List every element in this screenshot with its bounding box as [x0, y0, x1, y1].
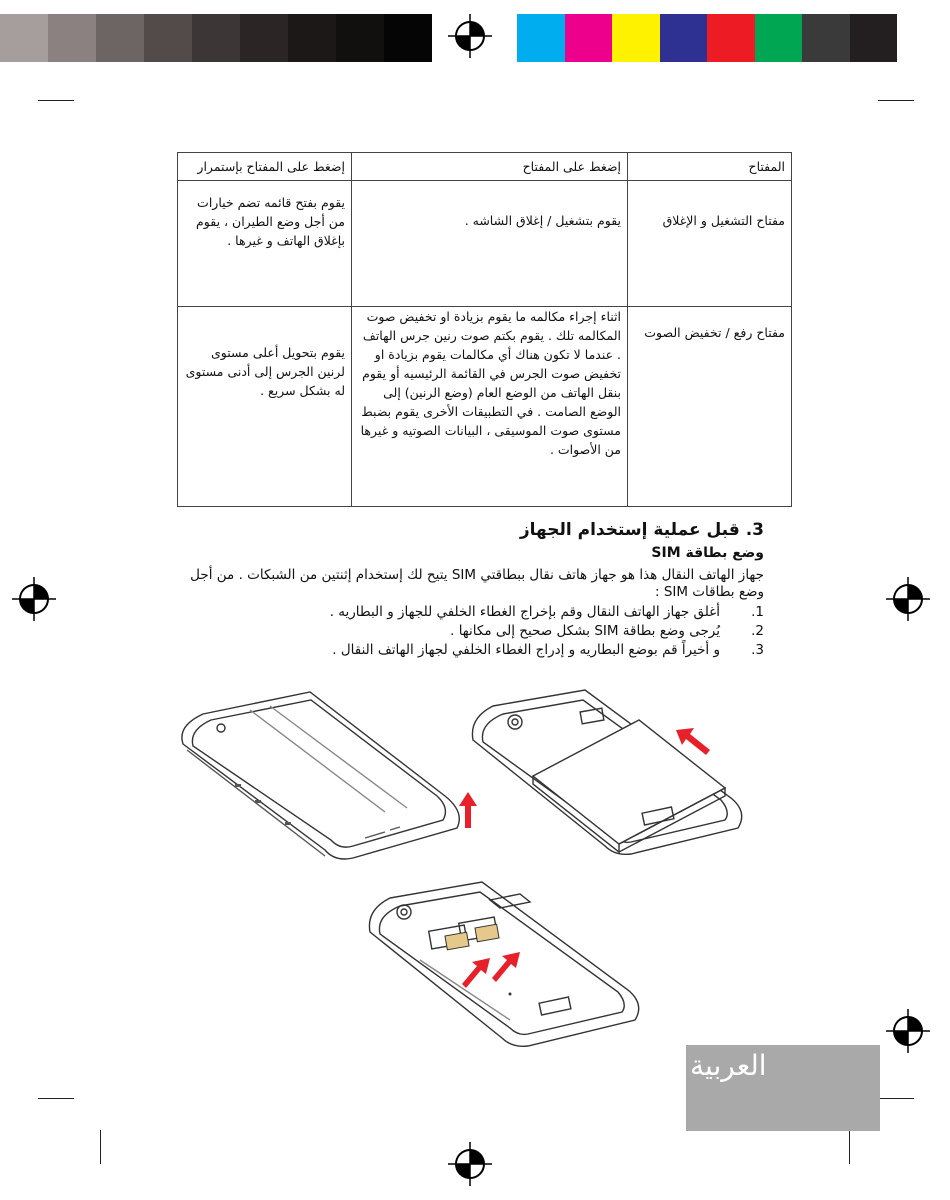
section-number: 3. [745, 520, 764, 540]
color-swatch [48, 14, 96, 62]
table-header-press: إضغط على المفتاح [352, 153, 628, 181]
section-subtitle: وضع بطاقة SIM [651, 545, 764, 561]
step-text: أغلق جهاز الهاتف النقال وقم بإخراج الغطاء الخلفي للجهاز و البطاريه . [329, 604, 720, 620]
section-intro: جهاز الهاتف النقال هذا هو جهاز هاتف نقال ببطاقتي SIM يتيح لك إستخدام إثنتين من الشبكات . من أجل وضع بطاقات SIM : [190, 567, 764, 600]
color-swatch [384, 14, 432, 62]
crop-mark [38, 1098, 74, 1099]
registration-mark-icon [886, 577, 930, 621]
color-swatch [96, 14, 144, 62]
color-swatch [0, 14, 48, 62]
registration-mark-icon [12, 577, 56, 621]
step-text: يُرجى وضع بطاقة SIM بشكل صحيح إلى مكانها . [450, 623, 720, 639]
color-swatch [240, 14, 288, 62]
back-cover-illustration [175, 688, 480, 863]
table-row [178, 307, 792, 507]
list-item [330, 641, 764, 660]
table-cell-hold: يقوم بفتح قائمه تضم خيارات من أجل وضع الطيران ، يقوم بإغلاق الهاتف و غيرها . [178, 181, 352, 307]
step-number: 1. [751, 604, 764, 620]
color-swatch [144, 14, 192, 62]
color-swatches [517, 14, 897, 62]
step-number: 2. [751, 623, 764, 639]
table-cell-hold: يقوم بتحويل أعلى مستوى لرنين الجرس إلى أدنى مستوى له بشكل سريع . [178, 307, 352, 507]
list-item [330, 622, 764, 641]
crop-mark [878, 1098, 914, 1099]
table-cell-press: يقوم بتشغيل / إغلاق الشاشه . [352, 181, 628, 307]
color-swatch [517, 14, 565, 62]
table-cell-key: مفتاح رفع / تخفيض الصوت [628, 307, 792, 507]
color-swatch [336, 14, 384, 62]
arrow-diagonal-icon [462, 958, 490, 988]
color-swatch [707, 14, 755, 62]
table-header-key: المفتاح [628, 153, 792, 181]
registration-mark-icon [448, 1142, 492, 1186]
arrow-diagonal-icon [676, 728, 710, 756]
battery-illustration [463, 688, 753, 858]
step-text: و أخيراً قم بوضع البطاريه و إدراج الغطاء الخلفي لجهاز الهاتف النقال . [332, 642, 720, 658]
color-swatch [565, 14, 613, 62]
color-swatch [755, 14, 803, 62]
registration-mark-icon [448, 14, 492, 58]
color-swatch [802, 14, 850, 62]
table-row [178, 181, 792, 307]
language-tab-label: العربية [690, 1049, 767, 1082]
color-swatch [850, 14, 898, 62]
color-swatch [612, 14, 660, 62]
step-number: 3. [751, 642, 764, 658]
table-cell-key: مفتاح التشغيل و الإغلاق [628, 181, 792, 307]
registration-mark-icon [886, 1009, 930, 1053]
crop-mark [100, 1130, 101, 1164]
color-swatch [192, 14, 240, 62]
list-item [330, 603, 764, 622]
table-header-row [178, 153, 792, 181]
gray-swatches [0, 14, 432, 62]
arrow-diagonal-icon [492, 952, 520, 982]
crop-mark [878, 100, 914, 101]
crop-mark [849, 1130, 850, 1164]
steps-list [330, 603, 764, 660]
crop-mark [38, 100, 74, 101]
table-header-hold: إضغط على المفتاح بإستمرار [178, 153, 352, 181]
section-title: قبل عملية إستخدام الجهاز [519, 520, 740, 540]
color-swatch [288, 14, 336, 62]
color-swatch [660, 14, 708, 62]
table-cell-press: اثناء إجراء مكالمه ما يقوم بزيادة او تخفيض صوت المكالمه تلك . يقوم بكتم صوت رنين جرس الهاتف . عندما لا تكون هناك أي مكالمات يقوم بزيادة او تخفيض صوت الجرس في القائمة الرئيسيه أو يقوم بنقل الهاتف من الوضع العام (وضع الرنين) إلى الوضع الصامت . في التطبيقات الأخرى يقوم بضبط مستوى صوت الموسيقى ، البيانات الصوتيه و غيرها من الأصوات . [352, 307, 628, 507]
section-heading [520, 520, 764, 540]
keys-table [177, 152, 792, 507]
